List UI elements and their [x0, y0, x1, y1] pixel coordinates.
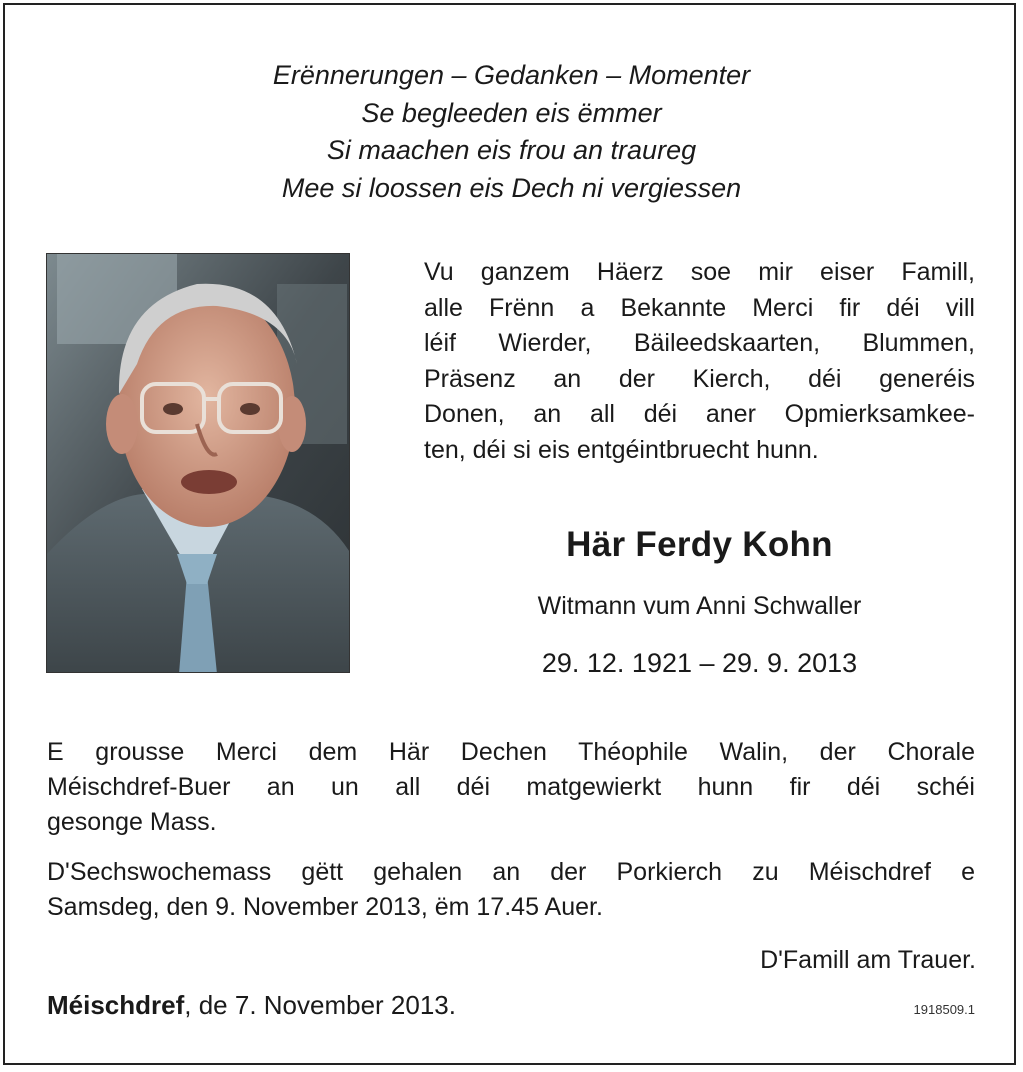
thanks-line: Präsenz an der Kierch, déi generéis [424, 364, 975, 393]
paragraph-line: Méischdref-Buer an un all déi matgewierkt hunn fir déi schéi [47, 773, 975, 801]
place-name: Méischdref [47, 990, 185, 1020]
mass-announcement [47, 855, 975, 925]
portrait-photo [46, 253, 350, 673]
poem-line: Mee si loossen eis Dech ni vergiessen [281, 172, 742, 203]
thanks-paragraph [424, 255, 975, 468]
poem-line: Erënnerungen – Gedanken – Momenter [272, 60, 751, 90]
paragraph-line: D'Sechswochemass gëtt gehalen an der Porkierch zu Méischdref e [47, 858, 975, 886]
memorial-poem [0, 57, 1023, 207]
place-date [47, 990, 456, 1021]
poem-line: Se begleeden eis ëmmer [361, 97, 662, 128]
life-dates: 29. 12. 1921 – 29. 9. 2013 [541, 648, 858, 678]
paragraph-line: E grousse Merci dem Här Dechen Théophile Walin, der Chorale [47, 738, 975, 766]
paragraph-line: Samsdeg, den 9. November 2013, ëm 17.45 Auer. [47, 893, 603, 921]
thanks-line: ten, déi si eis entgéintbruecht hunn. [424, 435, 819, 464]
family-signature: D'Famill am Trauer. [760, 946, 976, 974]
acknowledgement-paragraph [47, 735, 975, 840]
date-text: , de 7. November 2013. [184, 990, 456, 1020]
paragraph-line: gesonge Mass. [47, 808, 217, 836]
deceased-name: Här Ferdy Kohn [566, 525, 833, 564]
thanks-line: alle Frënn a Bekannte Merci fir déi vill [424, 293, 975, 322]
thanks-line: léif Wierder, Bäileedskaarten, Blummen, [424, 329, 975, 357]
ad-code: 1918509.1 [913, 1002, 975, 1017]
thanks-line: Vu ganzem Häerz soe mir eiser Famill, [424, 258, 975, 286]
poem-line: Si maachen eis frou an traureg [326, 135, 697, 165]
thanks-line: Donen, an all déi aner Opmierksamkee- [424, 400, 975, 428]
widow-line: Witmann vum Anni Schwaller [537, 592, 862, 620]
